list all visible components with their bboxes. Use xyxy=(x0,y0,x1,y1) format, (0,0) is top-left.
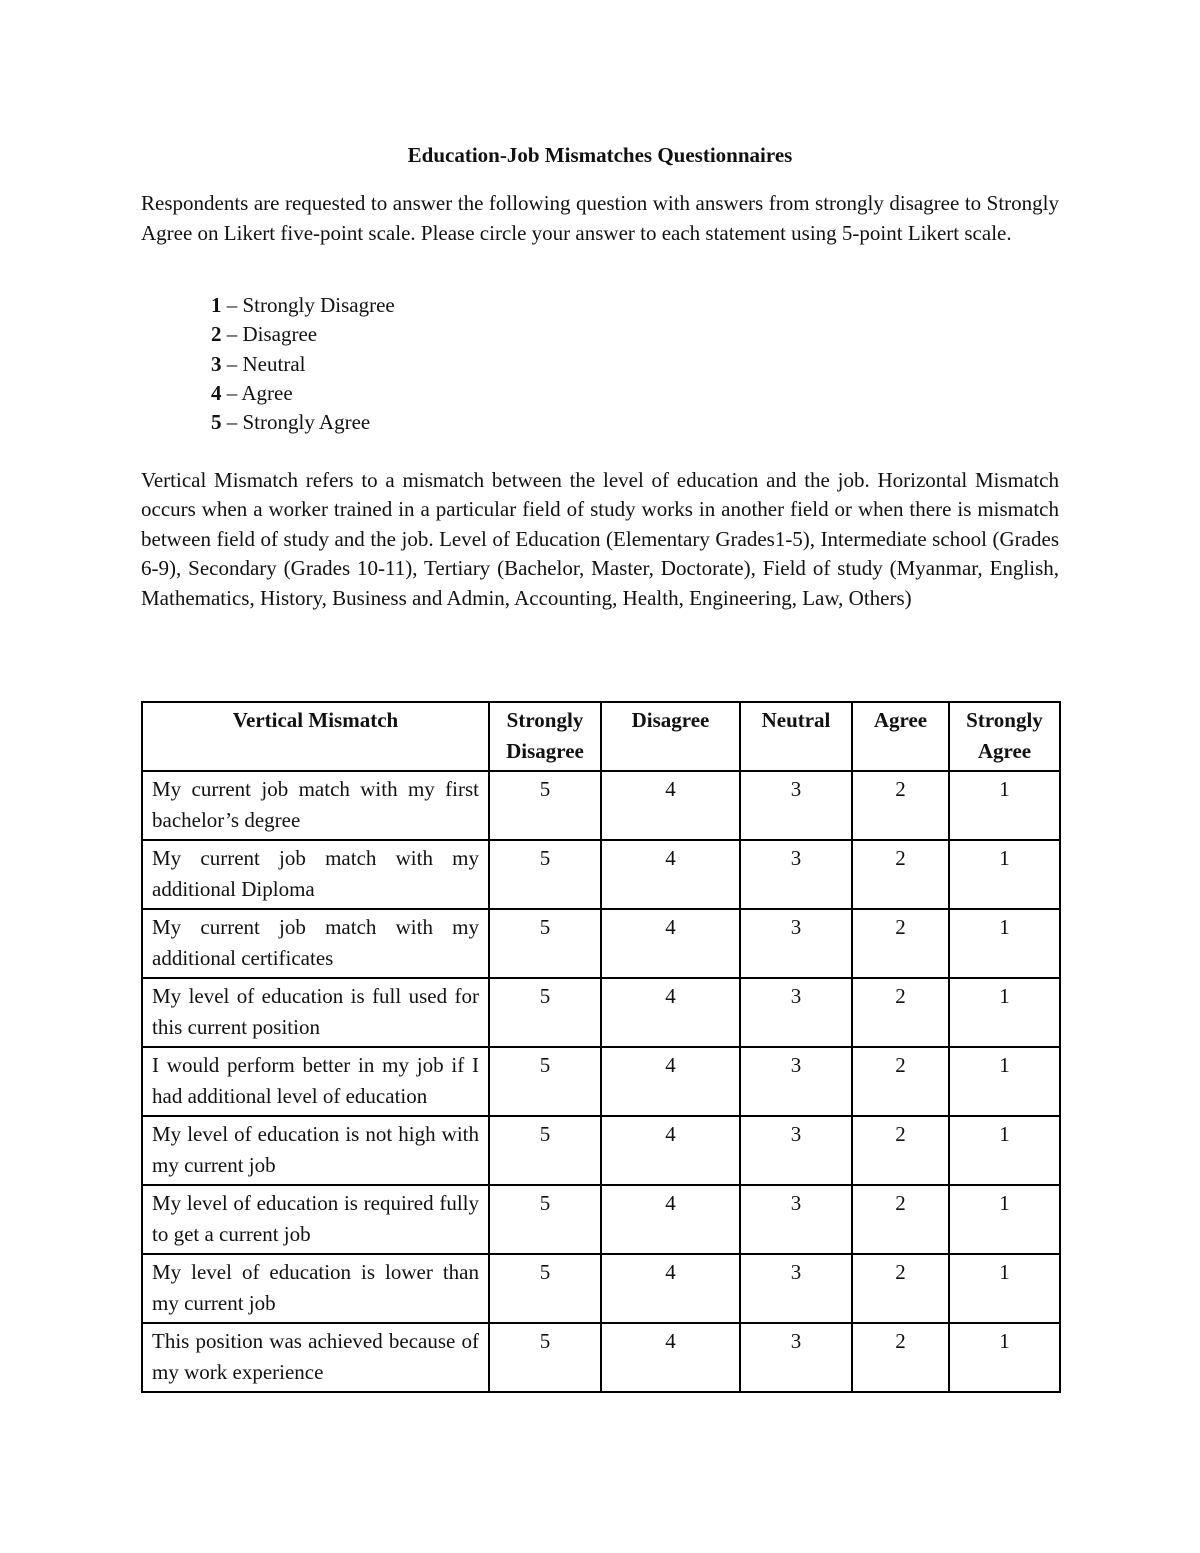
rating-option[interactable]: 4 xyxy=(601,771,740,840)
rating-option[interactable]: 3 xyxy=(740,1116,852,1185)
intro-paragraph: Respondents are requested to answer the following question with answers from strongly disagree to Strongly Agree on Likert five-point scale. Please circle your answer to each statement using 5-point Likert scale. xyxy=(141,191,1059,245)
statement-cell: This position was achieved because of my work experience xyxy=(142,1323,489,1392)
rating-option[interactable]: 1 xyxy=(949,978,1060,1047)
rating-option[interactable]: 5 xyxy=(489,1116,601,1185)
rating-option[interactable]: 5 xyxy=(489,1323,601,1392)
scale-separator: – xyxy=(226,380,238,405)
statement-cell: My current job match with my first bachelor’s degree xyxy=(142,771,489,840)
rating-option[interactable]: 2 xyxy=(852,978,949,1047)
rating-option[interactable]: 1 xyxy=(949,1047,1060,1116)
rating-option[interactable]: 2 xyxy=(852,909,949,978)
table-row xyxy=(142,1254,1060,1323)
rating-option[interactable]: 4 xyxy=(601,1185,740,1254)
rating-option[interactable]: 5 xyxy=(489,1254,601,1323)
rating-option[interactable]: 1 xyxy=(949,1254,1060,1323)
table-row xyxy=(142,1185,1060,1254)
rating-option[interactable]: 4 xyxy=(601,1116,740,1185)
table-header-row xyxy=(142,702,1060,771)
rating-option[interactable]: 5 xyxy=(489,909,601,978)
statement-cell: I would perform better in my job if I had additional level of education xyxy=(142,1047,489,1116)
rating-option[interactable]: 3 xyxy=(740,909,852,978)
rating-option[interactable]: 4 xyxy=(601,840,740,909)
rating-option[interactable]: 1 xyxy=(949,1116,1060,1185)
scale-label: Agree xyxy=(241,380,293,405)
definition-paragraph: Vertical Mismatch refers to a mismatch between the level of education and the job. Horizontal Mismatch occurs when a worker trained in a particular field of study works in another field or when there is mismatch between field of study and the job. Level of Education (Elementary Grades1-5), Intermediate school (Grades 6-9), Secondary (Grades 10-11), Tertiary (Bachelor, Master, Doctorate), Field of study (Myanmar, English, Mathematics, History, Business and Admin, Accounting, Health, Engineering, Law, Others) xyxy=(141,468,1059,610)
table-row xyxy=(142,840,1060,909)
statement-cell: My current job match with my additional Diploma xyxy=(142,840,489,909)
rating-option[interactable]: 2 xyxy=(852,840,949,909)
rating-option[interactable]: 2 xyxy=(852,1047,949,1116)
rating-option[interactable]: 5 xyxy=(489,1185,601,1254)
page-title: Education-Job Mismatches Questionnaires xyxy=(407,143,793,167)
rating-option[interactable]: 4 xyxy=(601,978,740,1047)
column-header-strongly-agree: Strongly Agree xyxy=(949,702,1060,771)
scale-item xyxy=(211,320,395,349)
rating-option[interactable]: 1 xyxy=(949,1323,1060,1392)
vertical-mismatch-table xyxy=(141,701,1061,1393)
scale-label: Disagree xyxy=(242,322,318,347)
rating-option[interactable]: 3 xyxy=(740,840,852,909)
scale-number: 4 xyxy=(211,380,222,405)
scale-separator: – xyxy=(226,410,238,435)
rating-option[interactable]: 5 xyxy=(489,978,601,1047)
table-row xyxy=(142,771,1060,840)
scale-number: 5 xyxy=(211,410,222,435)
rating-option[interactable]: 3 xyxy=(740,1185,852,1254)
scale-label: Strongly Agree xyxy=(242,410,371,435)
likert-scale-legend xyxy=(211,291,395,437)
rating-option[interactable]: 1 xyxy=(949,771,1060,840)
column-header-agree: Agree xyxy=(852,702,949,771)
rating-option[interactable]: 2 xyxy=(852,1254,949,1323)
table-row xyxy=(142,1323,1060,1392)
table-row xyxy=(142,1047,1060,1116)
scale-item xyxy=(211,408,395,437)
rating-option[interactable]: 4 xyxy=(601,1047,740,1116)
scale-item xyxy=(211,379,395,408)
rating-option[interactable]: 4 xyxy=(601,1254,740,1323)
table-row xyxy=(142,1116,1060,1185)
scale-item xyxy=(211,291,395,320)
rating-option[interactable]: 3 xyxy=(740,1323,852,1392)
table-row xyxy=(142,978,1060,1047)
scale-number: 2 xyxy=(211,322,222,347)
scale-separator: – xyxy=(226,322,238,347)
rating-option[interactable]: 2 xyxy=(852,771,949,840)
rating-option[interactable]: 3 xyxy=(740,771,852,840)
rating-option[interactable]: 2 xyxy=(852,1185,949,1254)
scale-label: Neutral xyxy=(242,351,306,376)
statement-cell: My level of education is lower than my current job xyxy=(142,1254,489,1323)
column-header-neutral: Neutral xyxy=(740,702,852,771)
statement-cell: My current job match with my additional certificates xyxy=(142,909,489,978)
rating-option[interactable]: 3 xyxy=(740,978,852,1047)
statement-cell: My level of education is required fully to get a current job xyxy=(142,1185,489,1254)
scale-separator: – xyxy=(226,351,238,376)
statement-cell: My level of education is full used for this current position xyxy=(142,978,489,1047)
scale-number: 3 xyxy=(211,351,222,376)
rating-option[interactable]: 2 xyxy=(852,1323,949,1392)
rating-option[interactable]: 4 xyxy=(601,909,740,978)
scale-item xyxy=(211,350,395,379)
scale-number: 1 xyxy=(211,293,222,317)
rating-option[interactable]: 5 xyxy=(489,1047,601,1116)
rating-option[interactable]: 5 xyxy=(489,840,601,909)
rating-option[interactable]: 1 xyxy=(949,1185,1060,1254)
table-row xyxy=(142,909,1060,978)
statement-cell: My level of education is not high with my current job xyxy=(142,1116,489,1185)
scale-label: Strongly Disagree xyxy=(242,293,395,317)
rating-option[interactable]: 1 xyxy=(949,840,1060,909)
column-header-statement: Vertical Mismatch xyxy=(142,702,489,771)
scale-separator: – xyxy=(226,293,238,317)
column-header-disagree: Disagree xyxy=(601,702,740,771)
rating-option[interactable]: 1 xyxy=(949,909,1060,978)
rating-option[interactable]: 3 xyxy=(740,1047,852,1116)
rating-option[interactable]: 2 xyxy=(852,1116,949,1185)
column-header-strongly-disagree: Strongly Disagree xyxy=(489,702,601,771)
rating-option[interactable]: 4 xyxy=(601,1323,740,1392)
rating-option[interactable]: 5 xyxy=(489,771,601,840)
rating-option[interactable]: 3 xyxy=(740,1254,852,1323)
